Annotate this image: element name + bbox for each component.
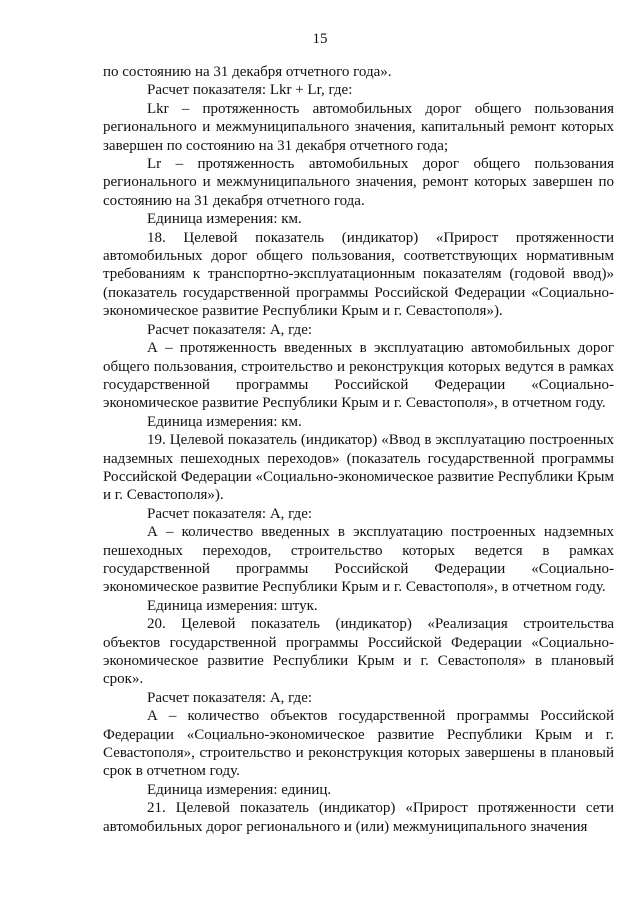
paragraph: Расчет показателя: А, где: — [147, 689, 313, 706]
paragraph: А – протяженность введенных в эксплуатацию автомобильных дорог общего пользования, строительство и реконструкция которых ведутся в рамках государственной программы Российской Федерации «Социально-экономическое развитие Республики Крым и г. Севастополя», в отчетном году. — [103, 340, 614, 412]
paragraph: Единица измерения: км. — [147, 211, 302, 228]
paragraph: А – количество введенных в эксплуатацию построенных надземных пешеходных переходов, строительство которых ведется в рамках государственной программы Российской Федерации «Социально-экономическое развитие Республики Крым и г. Севастополя», в отчетном году. — [103, 524, 614, 596]
page-number: 15 — [312, 31, 328, 47]
paragraph: Расчет показателя: А, где: — [147, 321, 313, 338]
paragraph: 19. Целевой показатель (индикатор) «Ввод в эксплуатацию построенных надземных пешеходных переходов» (показатель государственной программы Российской Федерации «Социально-экономическое развитие Республики Крым и г. Севастополя»). — [103, 432, 614, 504]
paragraph: 20. Целевой показатель (индикатор) «Реализация строительства объектов государственной программы Российской Федерации «Социально-экономическое развитие Республики Крым и г. Севастополя» в плановый срок». — [103, 616, 614, 688]
paragraph: Lkr – протяженность автомобильных дорог общего пользования регионального и межмуниципального значения, капитальный ремонт которых завершен по состоянию на 31 декабря отчетного года; — [103, 100, 614, 154]
paragraph: Расчет показателя: Lkr + Lr, где: — [147, 82, 353, 99]
paragraph: А – количество объектов государственной программы Российской Федерации «Социально-экономическое развитие Республики Крым и г. Севастополя», строительство и реконструкция которых завершены в плановый срок в отчетном году. — [103, 708, 614, 780]
paragraph: Единица измерения: единиц. — [147, 781, 332, 798]
paragraph: Расчет показателя: А, где: — [147, 505, 313, 522]
paragraph: Единица измерения: штук. — [147, 597, 318, 614]
paragraph: 21. Целевой показатель (индикатор) «Прирост протяженности сети автомобильных дорог регионального и (или) межмуниципального значения — [103, 800, 614, 835]
paragraph: 18. Целевой показатель (индикатор) «Прирост протяженности автомобильных дорог общего пользования, соответствующих нормативным требованиям к транспортно-эксплуатационным показателям (годовой ввод)» (показатель государственной программы Российской Федерации «Социально-экономическое развитие Республики Крым и г. Севастополя»). — [103, 229, 614, 320]
paragraph: Единица измерения: км. — [147, 413, 302, 430]
paragraph: Lr – протяженность автомобильных дорог общего пользования регионального и межмуниципального значения, ремонт которых завершен по состоянию на 31 декабря отчетного года. — [103, 156, 614, 209]
document-body — [103, 63, 614, 836]
paragraph: по состоянию на 31 декабря отчетного года». — [103, 64, 392, 80]
